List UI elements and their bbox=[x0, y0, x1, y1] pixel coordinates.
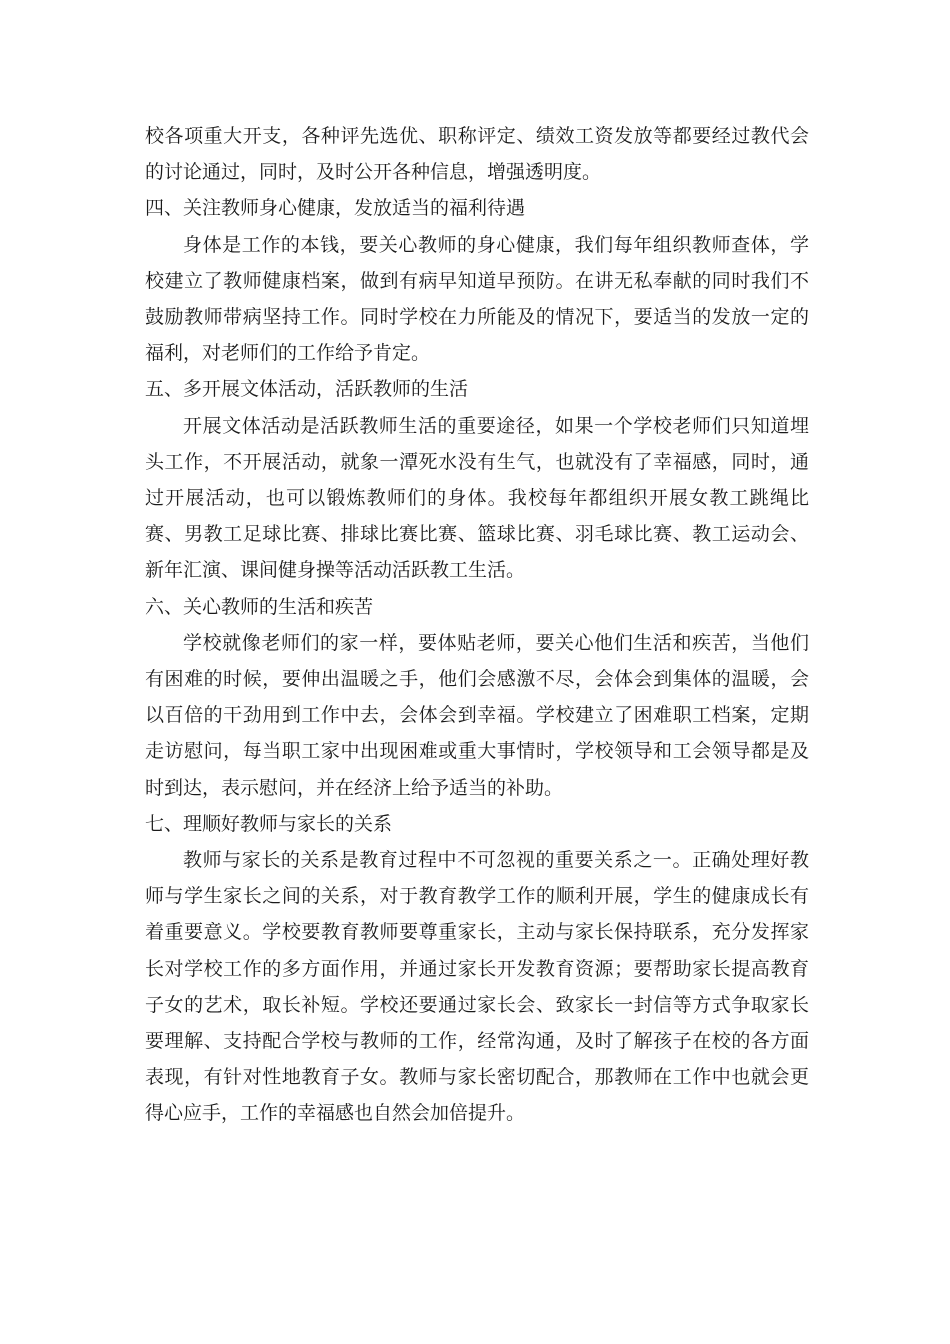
section-body: 教师与家长的关系是教育过程中不可忽视的重要关系之一。正确处理好教师与学生家长之间的关系，对于教育教学工作的顺利开展，学生的健康成长有着重要意义。学校要教育教师要尊重家长，主动与家长保持联系，充分发挥家长对学校工作的多方面作用，并通过家长开发教育资源；要帮助家长提高教育子女的艺术，取长补短。学校还要通过家长会、致家长一封信等方式争取家长要理解、支持配合学校与教师的工作，经常沟通，及时了解孩子在校的各方面表现，有针对性地教育子女。教师与家长密切配合，那教师在工作中也就会更得心应手，工作的幸福感也自然会加倍提升。 bbox=[145, 849, 809, 1125]
section-6 bbox=[145, 589, 809, 806]
section-5 bbox=[145, 371, 809, 588]
section-body: 学校就像老师们的家一样，要体贴老师，要关心他们生活和疾苦，当他们有困难的时候，要伸出温暖之手，他们会感激不尽，会体会到集体的温暖，会以百倍的干劲用到工作中去，会体会到幸福。学校建立了困难职工档案，定期走访慰问，每当职工家中出现困难或重大事情时，学校领导和工会领导都是及时到达，表示慰问，并在经济上给予适当的补助。 bbox=[145, 631, 809, 799]
section-4 bbox=[145, 190, 809, 371]
section-heading: 六、关心教师的生活和疾苦 bbox=[145, 595, 374, 618]
section-heading: 五、多开展文体活动，活跃教师的生活 bbox=[145, 378, 469, 401]
section-7 bbox=[145, 806, 809, 1132]
section-heading: 七、理顺好教师与家长的关系 bbox=[145, 812, 393, 835]
opening-paragraph: 校各项重大开支，各种评先选优、职称评定、绩效工资发放等都要经过教代会的讨论通过，同时，及时公开各种信息，增强透明度。 bbox=[145, 125, 809, 184]
section-body: 身体是工作的本钱，要关心教师的身心健康，我们每年组织教师查体，学校建立了教师健康档案，做到有病早知道早预防。在讲无私奉献的同时我们不鼓励教师带病坚持工作。同时学校在力所能及的情况下，要适当的发放一定的福利，对老师们的工作给予肯定。 bbox=[145, 233, 809, 365]
section-body: 开展文体活动是活跃教师生活的重要途径，如果一个学校老师们只知道埋头工作，不开展活动，就象一潭死水没有生气，也就没有了幸福感，同时，通过开展活动，也可以锻炼教师们的身体。我校每年都组织开展女教工跳绳比赛、男教工足球比赛、排球比赛比赛、篮球比赛、羽毛球比赛、教工运动会、新年汇演、课间健身操等活动活跃教工生活。 bbox=[145, 414, 809, 582]
document-page bbox=[145, 118, 809, 1132]
section-heading: 四、关注教师身心健康，发放适当的福利待遇 bbox=[145, 197, 526, 220]
